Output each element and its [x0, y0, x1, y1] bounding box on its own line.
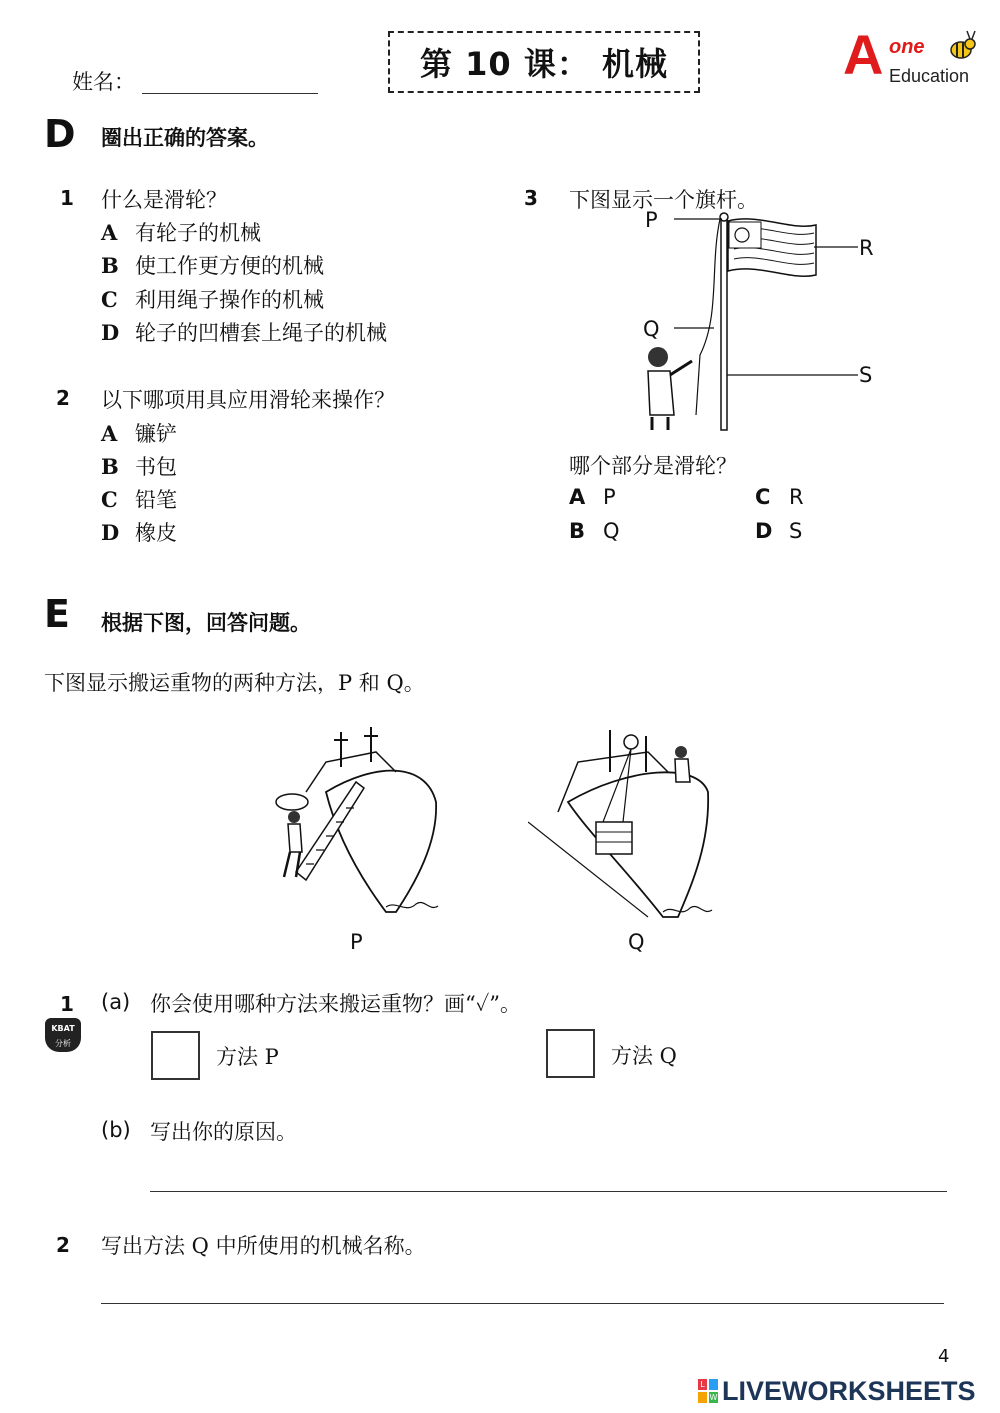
- section-e-instruction: 根据下图，回答问题。: [101, 611, 311, 635]
- e-q1-part-a-text: 你会使用哪种方法来搬运重物？画“✓”。: [150, 992, 522, 1016]
- section-e-intro: 下图显示搬运重物的两种方法，P 和 Q。: [44, 671, 425, 695]
- liveworksheets-logo-icon: [698, 1379, 718, 1403]
- e-q2-text: 写出方法 Q 中所使用的机械名称。: [101, 1234, 426, 1258]
- figure-label-q: Q: [628, 930, 645, 954]
- logo-one: one: [889, 36, 925, 58]
- kbat-badge: [45, 1018, 81, 1052]
- q3-text: 下图显示一个旗杆。: [569, 188, 758, 212]
- e-q1-number: 1: [60, 992, 74, 1016]
- brand-mark-w: W: [709, 1393, 718, 1402]
- q3-option-a[interactable]: A P: [569, 485, 616, 509]
- flagpole-label-s: S: [859, 363, 873, 387]
- q3-number: 3: [524, 186, 538, 210]
- figure-label-p: P: [350, 930, 363, 954]
- section-e-letter: E: [44, 592, 70, 636]
- reason-answer-line[interactable]: [150, 1191, 947, 1192]
- q1-text: 什么是滑轮？: [101, 188, 227, 212]
- q3-option-c[interactable]: C R: [755, 485, 804, 509]
- machine-name-answer-line[interactable]: [101, 1303, 944, 1304]
- kbat-badge-bottom: 分析: [55, 1039, 71, 1048]
- logo-letter-a: A: [843, 23, 884, 86]
- flagpole-label-r: R: [859, 236, 874, 260]
- method-q-label: 方法 Q: [611, 1044, 677, 1068]
- q3-question: 哪个部分是滑轮？: [569, 454, 737, 478]
- method-q-checkbox[interactable]: [546, 1029, 595, 1078]
- page-number: 4: [938, 1346, 950, 1367]
- flagpole-illustration: [630, 205, 880, 435]
- name-input-line[interactable]: [142, 93, 318, 94]
- q2-option-c[interactable]: C 铅笔: [101, 487, 177, 512]
- bee-icon: [943, 28, 979, 64]
- q1-option-d[interactable]: D 轮子的凹槽套上绳子的机械: [101, 320, 387, 345]
- brand-mark-tile-yellow: [698, 1392, 707, 1403]
- liveworksheets-brand[interactable]: LIVEWORKSHEETS: [722, 1376, 976, 1406]
- q3-option-d[interactable]: D S: [755, 519, 803, 543]
- q1-option-b[interactable]: B 使工作更方便的机械: [101, 253, 324, 278]
- method-p-checkbox[interactable]: [151, 1031, 200, 1080]
- q2-option-b[interactable]: B 书包: [101, 454, 177, 479]
- section-d-instruction: 圈出正确的答案。: [101, 126, 269, 150]
- q1-option-a[interactable]: A 有轮子的机械: [101, 220, 261, 245]
- flagpole-label-p: P: [645, 208, 658, 232]
- ship-p-illustration: [266, 722, 456, 922]
- ship-q-illustration: [528, 722, 718, 922]
- kbat-badge-top: KBAT: [51, 1024, 75, 1033]
- name-label: 姓名：: [72, 70, 135, 94]
- e-q1-part-b-text: 写出你的原因。: [150, 1120, 297, 1144]
- q2-number: 2: [56, 386, 70, 410]
- brand-mark-tile-blue: [709, 1379, 718, 1390]
- logo-education: Education: [889, 66, 970, 86]
- a-one-education-logo: [843, 23, 983, 92]
- flagpole-label-q: Q: [643, 317, 660, 341]
- section-d-letter: D: [44, 112, 76, 156]
- q2-option-d[interactable]: D 橡皮: [101, 520, 177, 545]
- method-p-label: 方法 P: [216, 1045, 279, 1069]
- e-q2-number: 2: [56, 1233, 70, 1257]
- lesson-title: 第 10 课： 机械: [388, 31, 700, 93]
- q3-option-b[interactable]: B Q: [569, 519, 620, 543]
- q1-number: 1: [60, 186, 74, 210]
- e-q1-part-b-label: (b): [101, 1118, 131, 1142]
- brand-mark-l: L: [698, 1379, 707, 1390]
- q2-option-a[interactable]: A 镰铲: [101, 421, 177, 446]
- q2-text: 以下哪项用具应用滑轮来操作？: [101, 388, 395, 412]
- e-q1-part-a-label: (a): [101, 990, 131, 1014]
- q1-option-c[interactable]: C 利用绳子操作的机械: [101, 287, 324, 312]
